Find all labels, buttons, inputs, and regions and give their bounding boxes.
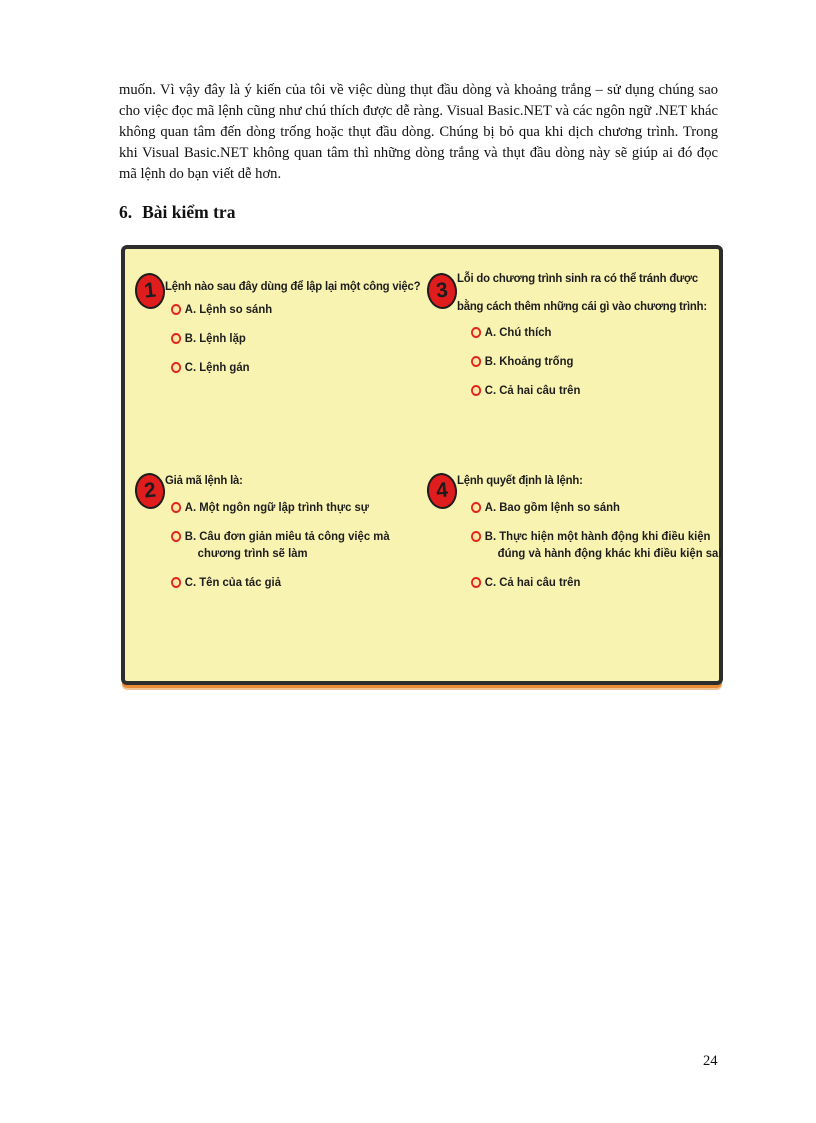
answer-label: B. Câu đơn giản miêu tả công việc mà: [184, 529, 390, 543]
radio-circle-icon: [471, 356, 481, 367]
answer-options: [427, 324, 717, 399]
radio-circle-icon: [171, 333, 181, 344]
answer-option-b[interactable]: [471, 353, 697, 370]
answer-label: A. Một ngôn ngữ lập trình thực sự: [184, 500, 370, 514]
question-text: Giả mã lệnh là:: [165, 473, 243, 487]
answer-label: C. Tên của tác giả: [184, 575, 281, 589]
answer-option-c[interactable]: [471, 574, 697, 591]
answer-option-a[interactable]: [171, 499, 405, 516]
question-2: [135, 467, 425, 603]
answer-option-b-continued: [471, 545, 722, 562]
answer-label: B. Lệnh lặp: [184, 331, 246, 345]
question-number-badge: 3: [425, 272, 459, 311]
answer-label: C. Cả hai câu trên: [484, 575, 581, 589]
section-title: Bài kiểm tra: [142, 202, 236, 222]
answer-label: B. Khoảng trống: [484, 354, 574, 368]
radio-circle-icon: [171, 502, 181, 513]
radio-circle-icon: [171, 531, 181, 542]
question-text: Lệnh quyết định là lệnh:: [457, 473, 583, 487]
answer-options: [135, 301, 425, 376]
radio-circle-icon: [471, 385, 481, 396]
radio-circle-icon: [471, 531, 481, 542]
question-1: [135, 273, 425, 388]
question-4: [427, 467, 722, 603]
question-text-line-1: Lỗi do chương trình sinh ra có thể tránh được: [457, 271, 699, 285]
section-heading: [119, 202, 235, 223]
answer-option-a[interactable]: [471, 499, 697, 516]
radio-circle-icon: [171, 304, 181, 315]
section-number: 6.: [119, 202, 133, 222]
question-number-badge: 1: [133, 272, 167, 311]
radio-circle-icon: [471, 502, 481, 513]
radio-circle-icon: [471, 327, 481, 338]
answer-option-b[interactable]: [471, 528, 711, 545]
answer-label: A. Chú thích: [484, 325, 552, 339]
answer-option-a[interactable]: [171, 301, 405, 318]
answer-options: [135, 499, 425, 591]
answer-label-continued: đúng và hành động khác khi điều kiện sai: [497, 546, 722, 560]
question-text-line-2: bằng cách thêm những cái gì vào chương trình:: [457, 299, 707, 313]
radio-circle-icon: [171, 362, 181, 373]
answer-label: C. Cả hai câu trên: [484, 383, 581, 397]
answer-option-b-continued: [171, 545, 405, 562]
question-number-badge: 2: [133, 472, 167, 511]
answer-label: A. Lệnh so sánh: [184, 302, 273, 316]
radio-circle-icon: [171, 577, 181, 588]
answer-option-c[interactable]: [171, 574, 405, 591]
answer-option-c[interactable]: [171, 359, 405, 376]
answer-label: A. Bao gồm lệnh so sánh: [484, 500, 620, 514]
page-number: 24: [703, 1053, 718, 1069]
answer-option-a[interactable]: [471, 324, 697, 341]
question-number-badge: 4: [425, 472, 459, 511]
answer-options: [427, 499, 722, 591]
radio-circle-icon: [471, 577, 481, 588]
answer-label-continued: chương trình sẽ làm: [197, 546, 308, 560]
question-text: Lệnh nào sau đây dùng để lập lại một công việc?: [165, 279, 421, 293]
answer-option-c[interactable]: [471, 382, 697, 399]
answer-option-b[interactable]: [171, 330, 405, 347]
answer-option-b[interactable]: [171, 528, 405, 545]
answer-label: B. Thực hiện một hành động khi điều kiện: [484, 529, 711, 543]
answer-label: C. Lệnh gán: [184, 360, 250, 374]
question-3: [427, 267, 717, 411]
body-paragraph: muốn. Vì vậy đây là ý kiến của tôi về việc dùng thụt đầu dòng và khoảng trắng – sử dụng chúng sao cho việc đọc mã lệnh cũng như chú thích được dễ ràng. Visual Basic.NET và các ngôn ngữ .NET khác không quan tâm đến dòng trống hoặc thụt đầu dòng. Chúng bị bỏ qua khi dịch chương trình. Trong khi Visual Basic.NET không quan tâm thì những dòng trắng và thụt đầu dòng này sẽ giúp ai đó đọc mã lệnh do bạn viết dễ hơn.: [119, 82, 718, 182]
quiz-image: [121, 245, 723, 685]
